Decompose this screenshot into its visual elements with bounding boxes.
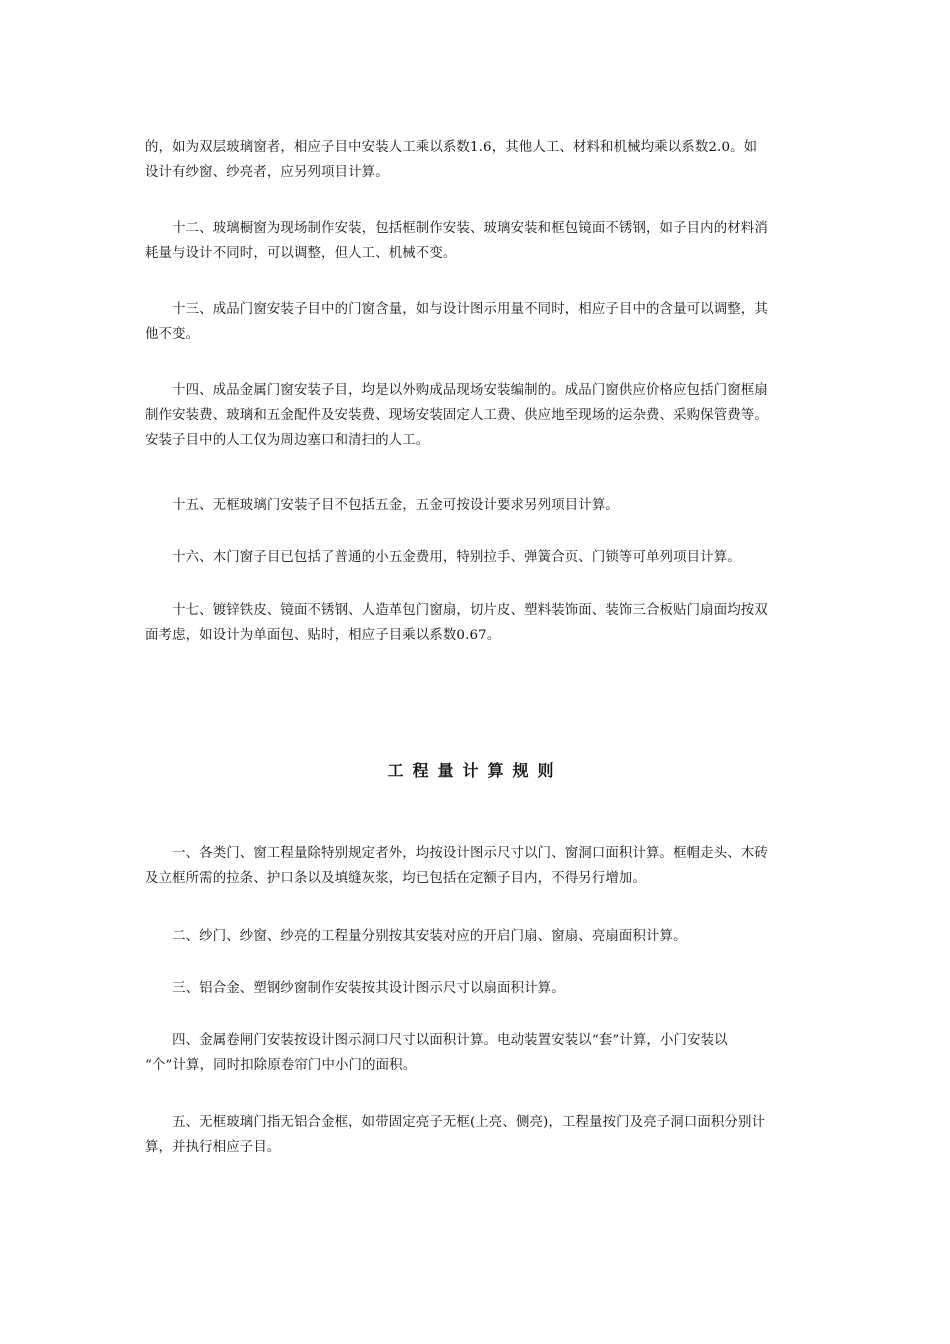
text-line: 二、纱门、纱窗、纱亮的工程量分别按其安装对应的开启门扇、窗扇、亮扇面积计算。 bbox=[145, 929, 687, 944]
rule-4 bbox=[145, 1028, 815, 1078]
text-line: 一、各类门、窗工程量除特别规定者外，均按设计图示尺寸以门、窗洞口面积计算。框帽走头、木砖 bbox=[145, 846, 768, 861]
text-line: 十三、成品门窗安装子目中的门窗含量，如与设计图示用量不同时，相应子目中的含量可以调整，其 bbox=[145, 302, 768, 317]
paragraph-17 bbox=[145, 598, 815, 648]
text-line: 十四、成品金属门窗安装子目，均是以外购成品现场安装编制的。成品门窗供应价格应包括门窗框扇 bbox=[145, 383, 768, 398]
rule-2 bbox=[145, 924, 815, 949]
text-line: 他不变。 bbox=[145, 327, 200, 342]
text-line: 五、无框玻璃门指无铝合金框，如带固定亮子无框(上亮、侧亮)，工程量按门及亮子洞口面积分别计 bbox=[145, 1115, 766, 1130]
paragraph-continuation bbox=[145, 135, 815, 185]
text-line: 安装子目中的人工仅为周边塞口和清扫的人工。 bbox=[145, 433, 430, 448]
section-title: 工程量计算规则 bbox=[387, 761, 563, 780]
paragraph-14 bbox=[145, 378, 815, 453]
text-line: “个”计算，同时扣除原卷帘门中小门的面积。 bbox=[145, 1058, 417, 1073]
text-line: 三、铝合金、塑钢纱窗制作安装按其设计图示尺寸以扇面积计算。 bbox=[145, 981, 565, 996]
text-line: 十二、玻璃橱窗为现场制作安装，包括框制作安装、玻璃安装和框包镜面不锈钢，如子目内的材料消 bbox=[145, 221, 768, 236]
rule-5 bbox=[145, 1110, 815, 1160]
rule-3 bbox=[145, 976, 815, 1001]
text-line: 设计有纱窗、纱亮者，应另列项目计算。 bbox=[145, 165, 389, 180]
rule-1 bbox=[145, 841, 815, 891]
text-line: 十七、镀锌铁皮、镜面不锈钢、人造革包门窗扇，切片皮、塑料装饰面、装饰三合板贴门扇面均按双 bbox=[145, 603, 768, 618]
text-line: 制作安装费、玻璃和五金配件及安装费、现场安装固定人工费、供应地至现场的运杂费、采购保管费等。 bbox=[145, 408, 768, 423]
text-line: 十五、无框玻璃门安装子目不包括五金，五金可按设计要求另列项目计算。 bbox=[145, 498, 619, 513]
paragraph-16 bbox=[145, 545, 815, 570]
paragraph-12 bbox=[145, 216, 815, 266]
paragraph-13 bbox=[145, 297, 815, 347]
text-line: 面考虑，如设计为单面包、贴时，相应子目乘以系数0.67。 bbox=[145, 628, 501, 643]
text-line: 算，并执行相应子目。 bbox=[145, 1140, 281, 1155]
text-line: 及立框所需的拉条、护口条以及填缝灰浆，均已包括在定额子目内，不得另行增加。 bbox=[145, 871, 647, 886]
text-line: 四、金属卷闸门安装按设计图示洞口尺寸以面积计算。电动装置安装以“套”计算，小门安装以 bbox=[145, 1033, 728, 1048]
text-line: 十六、木门窗子目已包括了普通的小五金费用，特别拉手、弹簧合页、门锁等可单列项目计算。 bbox=[145, 550, 741, 565]
text-line: 的，如为双层玻璃窗者，相应子目中安装人工乘以系数1.6，其他人工、材料和机械均乘以系数2.0。如 bbox=[145, 140, 758, 155]
paragraph-15 bbox=[145, 493, 815, 518]
text-line: 耗量与设计不同时，可以调整，但人工、机械不变。 bbox=[145, 246, 457, 261]
